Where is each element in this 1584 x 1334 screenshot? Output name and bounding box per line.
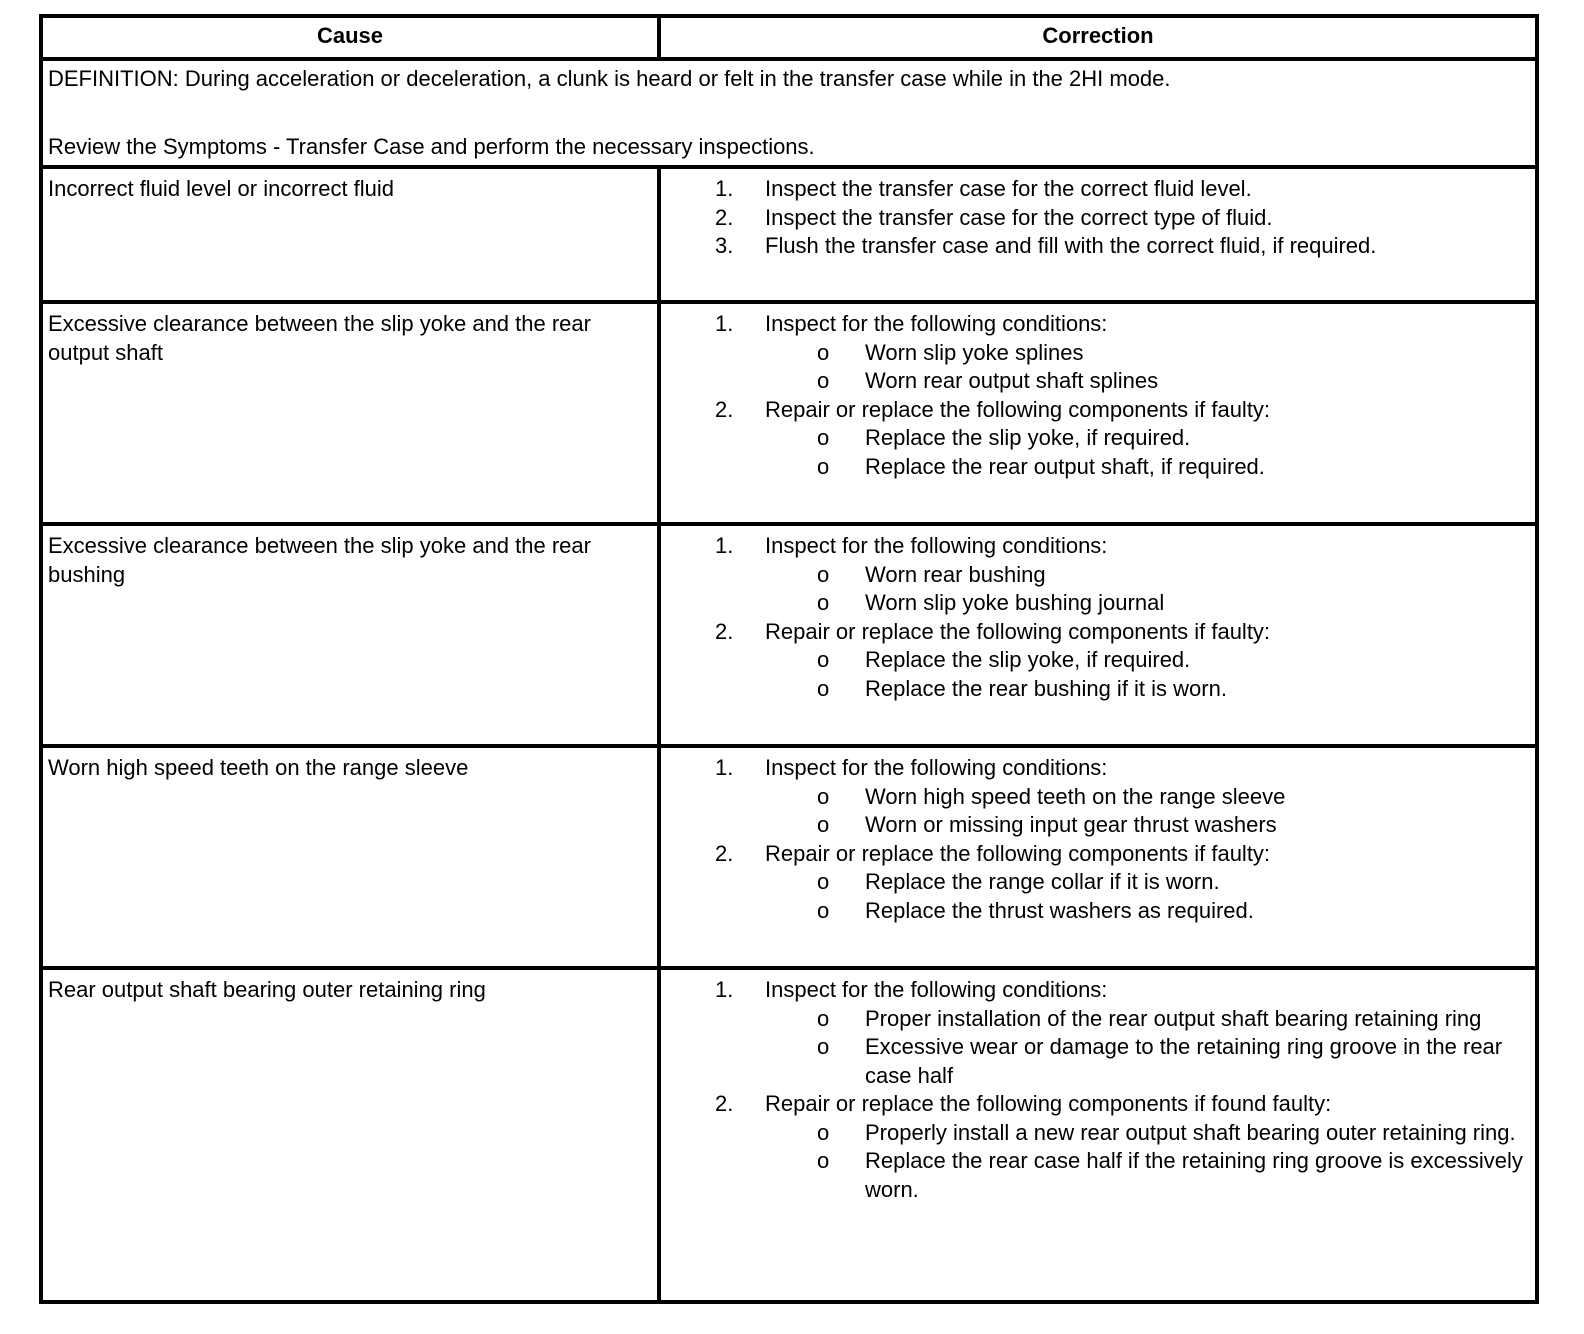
bullet-icon: o <box>817 647 830 672</box>
step-number: 3. <box>715 233 734 258</box>
review-symptoms-text: Review the Symptoms - Transfer Case and perform the necessary inspections. <box>48 133 815 159</box>
header-row <box>43 18 1535 57</box>
sub-step-text: Replace the slip yoke, if required. <box>865 647 1191 672</box>
sub-step-text: Replace the slip yoke, if required. <box>865 425 1191 450</box>
step-number: 2. <box>715 204 734 230</box>
step-number: 1. <box>715 176 734 201</box>
sub-step-text: Worn or missing input gear thrust washers <box>865 812 1277 837</box>
sub-step <box>661 589 1535 618</box>
sub-step <box>661 561 1535 590</box>
table-row <box>43 966 1535 1300</box>
step-number: 2. <box>715 618 734 644</box>
step-number: 1. <box>715 755 734 780</box>
sub-step <box>661 1119 1535 1148</box>
step-text: Repair or replace the following components if faulty: <box>765 840 1271 866</box>
bullet-icon: o <box>817 869 830 894</box>
sub-step <box>661 1147 1535 1204</box>
cause-cell: Incorrect fluid level or incorrect fluid <box>43 169 661 300</box>
bullet-icon: o <box>817 1148 830 1173</box>
step-text: Repair or replace the following components if found faulty: <box>765 1091 1332 1116</box>
bullet-icon: o <box>817 453 830 479</box>
sub-step-text: Replace the rear case half if the retaining ring groove is excessively worn. <box>865 1148 1523 1202</box>
cause-cell: Worn high speed teeth on the range sleeve <box>43 748 661 966</box>
correction-step <box>661 396 1535 482</box>
step-text: Flush the transfer case and fill with the correct fluid, if required. <box>765 233 1377 258</box>
bullet-icon: o <box>817 590 830 615</box>
header-cause: Cause <box>43 18 661 57</box>
sub-step-text: Worn high speed teeth on the range sleeve <box>865 783 1286 809</box>
definition-text: DEFINITION: During acceleration or deceleration, a clunk is heard or felt in the transfer case while in the 2HI mode. <box>48 66 1171 91</box>
table-row <box>43 744 1535 966</box>
correction-step <box>661 204 1535 233</box>
correction-cell <box>661 748 1535 966</box>
correction-step <box>661 976 1535 1090</box>
sub-step <box>661 367 1535 396</box>
step-text: Repair or replace the following components if faulty: <box>765 618 1271 644</box>
sub-step-text: Excessive wear or damage to the retaining ring groove in the rear case half <box>865 1034 1503 1088</box>
sub-step <box>661 811 1535 840</box>
step-text: Inspect the transfer case for the correct fluid level. <box>765 176 1252 201</box>
sub-step-text: Worn slip yoke splines <box>865 339 1084 365</box>
table-row <box>43 165 1535 300</box>
correction-step <box>661 618 1535 704</box>
sub-step <box>661 646 1535 675</box>
step-number: 2. <box>715 396 734 422</box>
correction-step <box>661 232 1535 261</box>
correction-step <box>661 754 1535 840</box>
correction-step <box>661 840 1535 926</box>
bullet-icon: o <box>817 339 830 365</box>
header-correction: Correction <box>1042 23 1154 48</box>
sub-step-text: Replace the rear bushing if it is worn. <box>865 675 1227 701</box>
sub-step <box>661 339 1535 368</box>
correction-step <box>661 532 1535 618</box>
sub-step <box>661 1005 1535 1034</box>
cause-cell: Excessive clearance between the slip yoke and the rear output shaft <box>43 304 661 522</box>
sub-step <box>661 868 1535 897</box>
diagnosis-table <box>39 14 1539 1304</box>
correction-cell <box>661 526 1535 744</box>
correction-step <box>661 175 1535 204</box>
bullet-icon: o <box>817 1034 830 1059</box>
table-row <box>43 522 1535 744</box>
step-number: 2. <box>715 1091 734 1116</box>
bullet-icon: o <box>817 897 830 923</box>
bullet-icon: o <box>817 368 830 393</box>
bullet-icon: o <box>817 425 830 450</box>
definition-row <box>43 57 1535 165</box>
sub-step <box>661 453 1535 482</box>
sub-step-text: Replace the thrust washers as required. <box>865 897 1254 923</box>
sub-step-text: Replace the rear output shaft, if required. <box>865 453 1265 479</box>
bullet-icon: o <box>817 783 830 809</box>
sub-step-text: Worn rear bushing <box>865 561 1046 587</box>
sub-step-text: Worn slip yoke bushing journal <box>865 590 1165 615</box>
sub-step <box>661 1033 1535 1090</box>
correction-cell <box>661 304 1535 522</box>
cause-cell: Excessive clearance between the slip yoke and the rear bushing <box>43 526 661 744</box>
correction-step <box>661 310 1535 396</box>
sub-step <box>661 783 1535 812</box>
step-number: 1. <box>715 977 734 1002</box>
sub-step-text: Replace the range collar if it is worn. <box>865 869 1220 894</box>
step-number: 1. <box>715 311 734 336</box>
correction-step <box>661 1090 1535 1204</box>
step-text: Inspect for the following conditions: <box>765 311 1108 336</box>
step-text: Inspect for the following conditions: <box>765 533 1108 558</box>
sub-step <box>661 675 1535 704</box>
step-text: Inspect for the following conditions: <box>765 977 1108 1002</box>
correction-cell <box>661 169 1535 300</box>
sub-step-text: Worn rear output shaft splines <box>865 368 1159 393</box>
sub-step-text: Properly install a new rear output shaft bearing outer retaining ring. <box>865 1119 1516 1145</box>
step-text: Inspect the transfer case for the correct type of fluid. <box>765 204 1273 230</box>
step-text: Inspect for the following conditions: <box>765 755 1108 780</box>
step-number: 1. <box>715 533 734 558</box>
sub-step <box>661 424 1535 453</box>
sub-step <box>661 897 1535 926</box>
sub-step-text: Proper installation of the rear output shaft bearing retaining ring <box>865 1005 1482 1031</box>
bullet-icon: o <box>817 561 830 587</box>
cause-cell: Rear output shaft bearing outer retaining ring <box>43 970 661 1300</box>
bullet-icon: o <box>817 1119 830 1145</box>
step-number: 2. <box>715 840 734 866</box>
bullet-icon: o <box>817 675 830 701</box>
table-row <box>43 300 1535 522</box>
bullet-icon: o <box>817 812 830 837</box>
bullet-icon: o <box>817 1005 830 1031</box>
step-text: Repair or replace the following components if faulty: <box>765 396 1271 422</box>
correction-cell <box>661 970 1535 1300</box>
